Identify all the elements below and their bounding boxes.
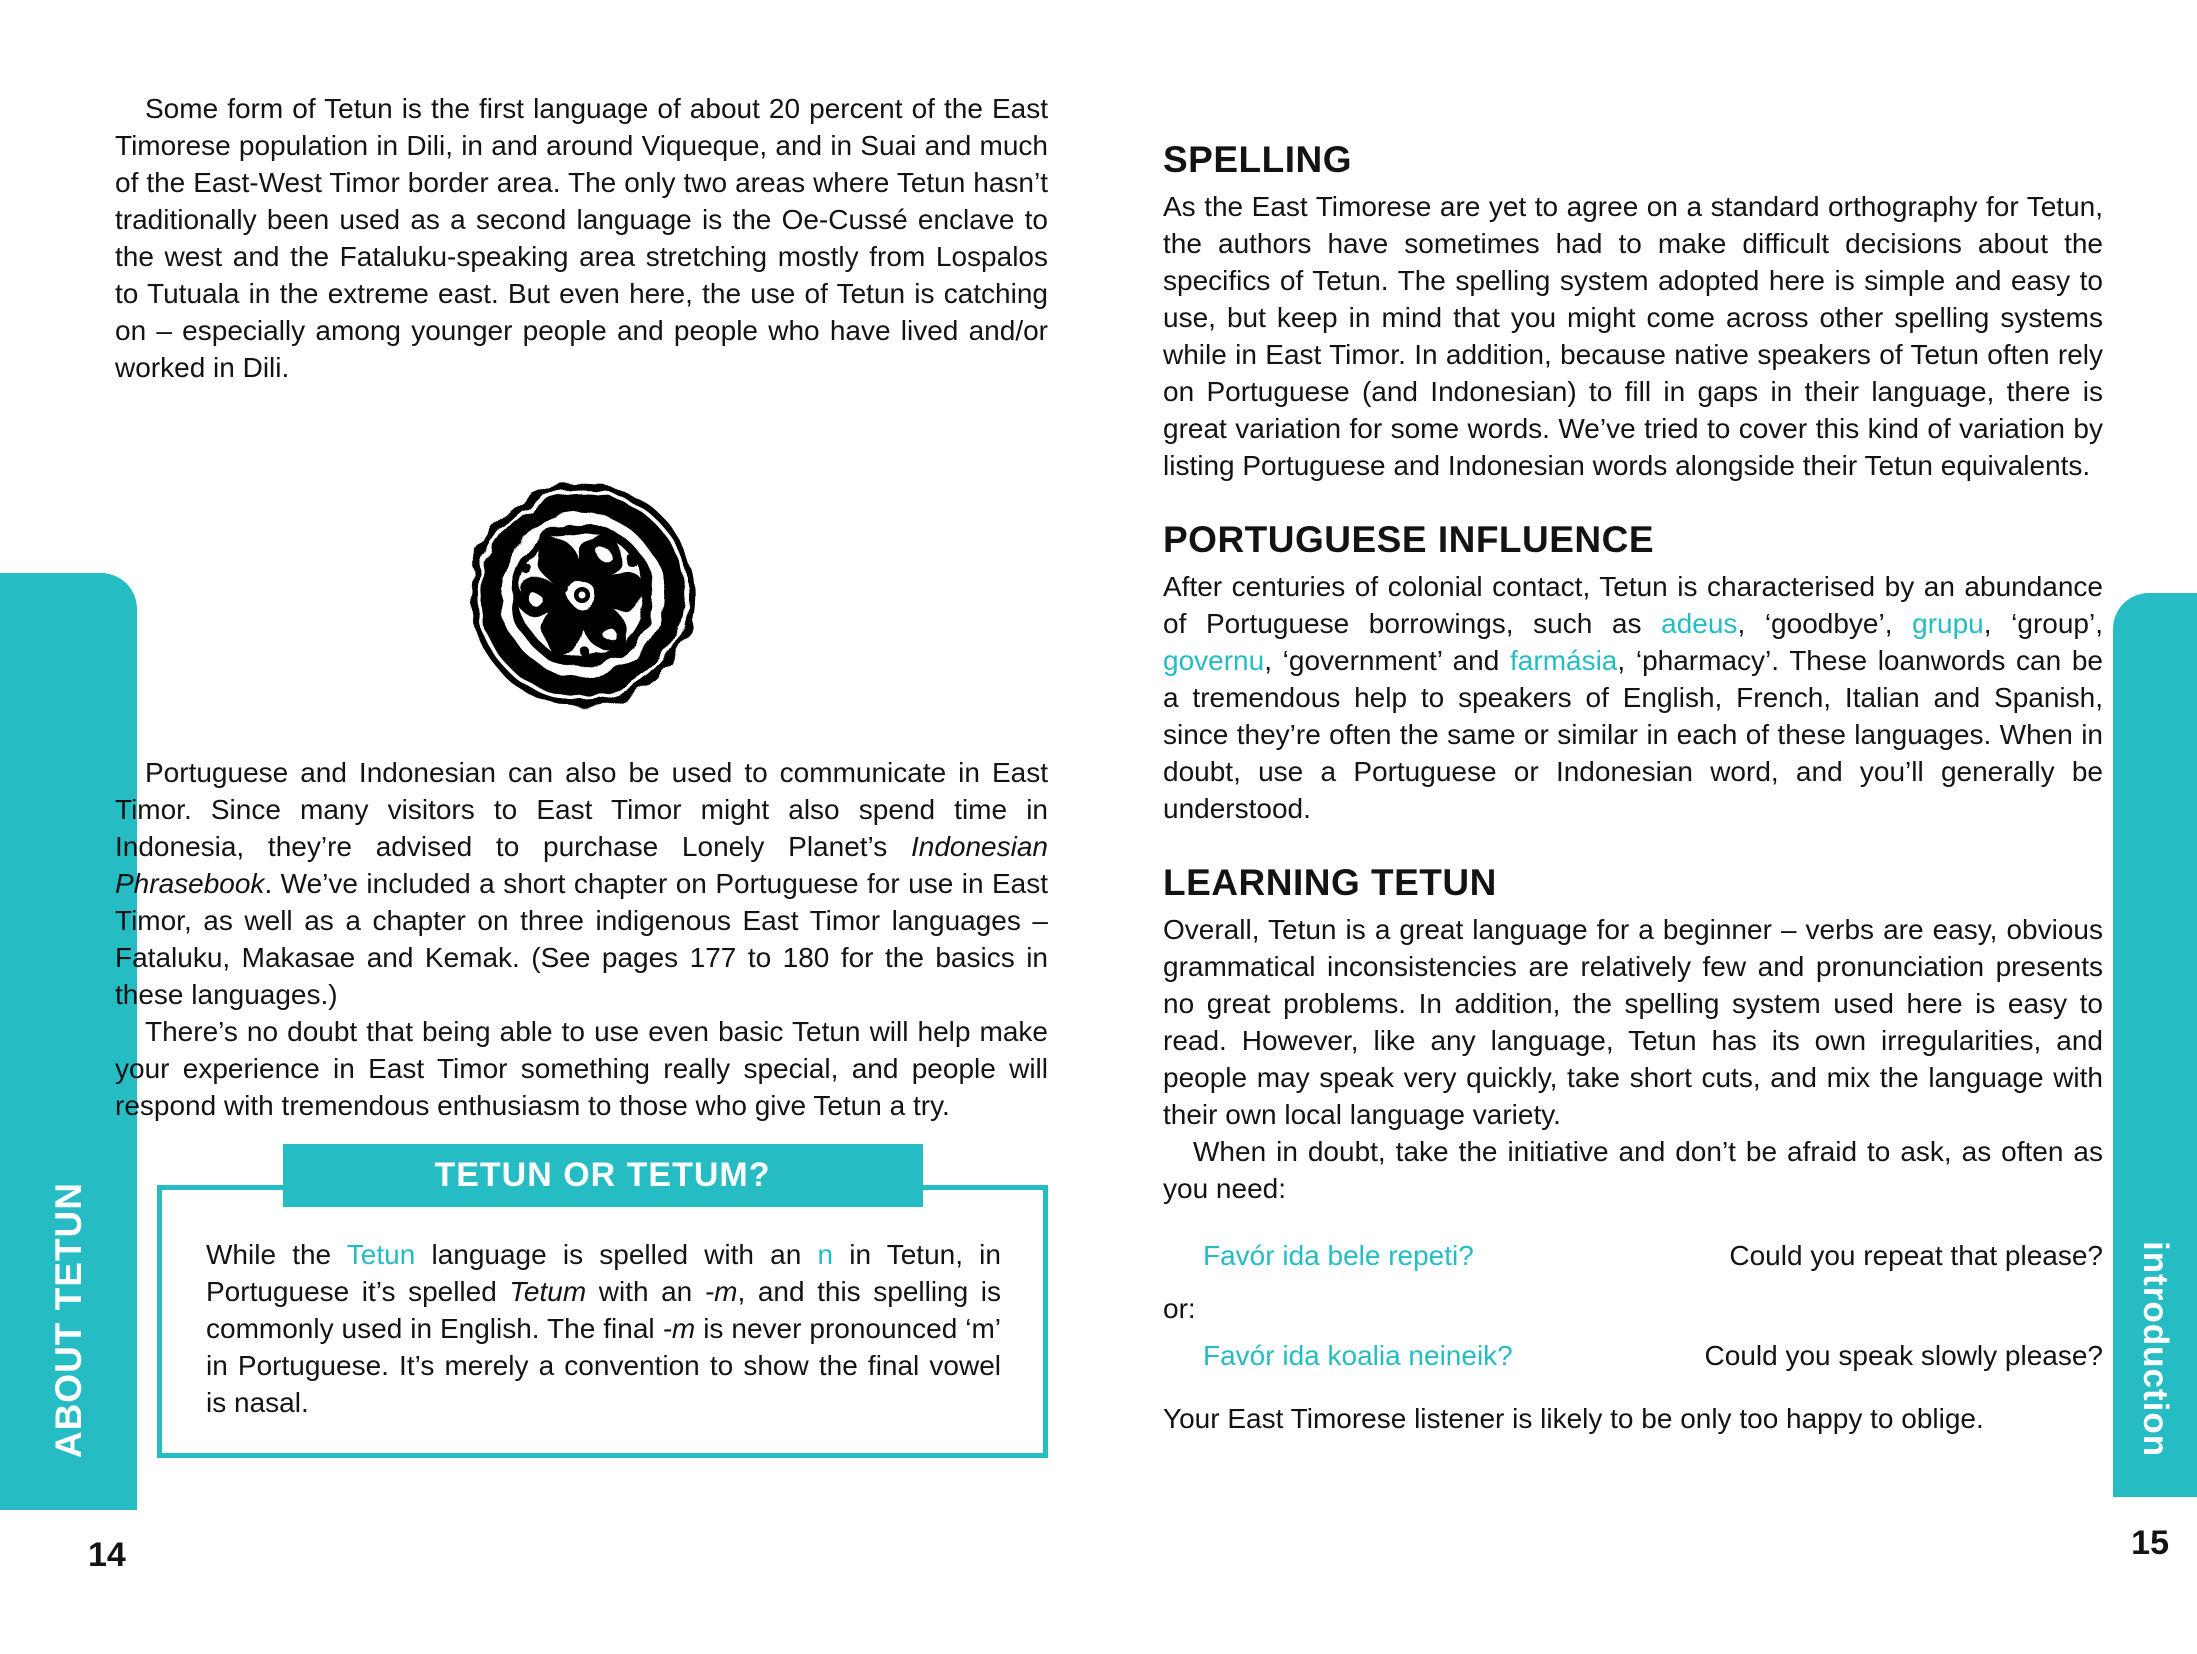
section-heading-spelling: SPELLING: [1163, 139, 1353, 180]
spelling-paragraph: As the East Timorese are yet to agree on a standard orthography for Tetun, the authors have sometimes had to make difficult decisions about the specifics of Tetun. The spelling system adopted here is simple and easy to use, but keep in mind that you might come across other spelling systems while in East Timor. In addition, because native speakers of Tetun often rely on Portuguese (and Indonesian) to fill in gaps in their language, there is great variation for some words. We’ve tried to cover this kind of variation by listing Portuguese and Indonesian words alongside their Tetun equivalents.: [1163, 191, 2103, 481]
right-page-content: [1163, 0, 2103, 1437]
phrase-row: [1203, 1237, 2103, 1274]
tribal-circle-motif-svg: [457, 471, 707, 719]
callout-title: TETUN OR TETUM?: [283, 1144, 923, 1207]
text-run: , ‘pharmacy’. These loanwords can be a tremendous help to speakers of English, French, Italian and Spanish, since they’re often the same or similar in each of these languages. When in doubt, use a Portuguese or Indonesian word, and you’ll generally be understood.: [1163, 645, 2103, 824]
callout-body: [157, 1185, 1048, 1458]
left-chapter-tab-label: ABOUT TETUN: [47, 1181, 89, 1458]
text-run: , ‘group’,: [1983, 608, 2103, 639]
text-run-teal: n: [817, 1239, 834, 1270]
text-run: Portuguese and Indonesian can also be used to communicate in East Timor. Since many visitors to East Timor might also spend time in Indonesia, they’re advised to purchase Lonely Planet’s: [115, 757, 1048, 862]
section-heading-learning-tetun: LEARNING TETUN: [1163, 862, 1497, 903]
section-learning-tetun: [1163, 861, 2103, 1207]
text-run: with an: [586, 1276, 705, 1307]
text-run-teal: governu: [1163, 645, 1265, 676]
text-run-italic: -m: [662, 1313, 696, 1344]
text-run-teal: farmásia: [1510, 645, 1618, 676]
text-run: is never pronounced ‘m’ in Portuguese. It’s merely a convention to show the final vowel is nasal.: [206, 1313, 1001, 1418]
text-run: While the: [206, 1239, 347, 1270]
tetun-phrase: Favór ida koalia neineik?: [1203, 1340, 1513, 1371]
left-page-content: [115, 0, 1048, 1458]
tetun-or-tetum-callout: [157, 1144, 1048, 1458]
english-translation: Could you speak slowly please?: [1704, 1340, 2103, 1371]
tribal-circle-illustration: [457, 471, 707, 724]
learning-paragraph-1: Overall, Tetun is a great language for a beginner – verbs are easy, obvious grammatical inconsistencies are relatively few and pronunciation presents no great problems. In addition, the spelling system used here is easy to read. However, like any language, Tetun has its own irregularities, and people may speak very quickly, take short cuts, and mix the language with their own local language variety.: [1163, 914, 2103, 1130]
text-run-italic: Indonesian Phrasebook: [115, 831, 1048, 899]
text-run-italic: -m: [704, 1276, 738, 1307]
text-run: language is spelled with an: [415, 1239, 818, 1270]
right-chapter-tab: [2113, 593, 2197, 1497]
text-run-teal: Tetun: [346, 1239, 416, 1270]
text-run-teal: grupu: [1912, 608, 1984, 639]
section-heading-portuguese-influence: PORTUGUESE INFLUENCE: [1163, 519, 1655, 560]
text-run-italic: Tetum: [509, 1276, 587, 1307]
left-paragraph-2: [115, 754, 1048, 1013]
text-run: in Tetun, in Portuguese it’s spelled: [206, 1239, 1001, 1307]
text-run: After centuries of colonial contact, Tetun is characterised by an abundance of Portuguese borrowings, such as: [1163, 571, 2103, 639]
tetun-phrase: Favór ida bele repeti?: [1203, 1240, 1474, 1271]
text-run-teal: adeus: [1661, 608, 1738, 639]
text-run: , ‘goodbye’,: [1737, 608, 1913, 639]
page-number-right: 15: [2131, 1524, 2169, 1562]
influence-paragraph: [1163, 568, 2103, 827]
text-run: . We’ve included a short chapter on Portuguese for use in East Timor, as well as a chapter on three indigenous East Timor languages – Fataluku, Makasae and Kemak. (See pages 177 to 180 for the basics in these languages.): [115, 868, 1048, 1010]
text-run: , and this spelling is commonly used in English. The final: [206, 1276, 1001, 1344]
section-portuguese-influence: [1163, 518, 2103, 827]
closing-paragraph: Your East Timorese listener is likely to be only too happy to oblige.: [1163, 1403, 1984, 1434]
english-translation: Could you repeat that please?: [1729, 1240, 2103, 1271]
right-chapter-tab-label: introduction: [2136, 1240, 2175, 1457]
page-number-left: 14: [88, 1536, 126, 1574]
left-paragraph-1: Some form of Tetun is the first language of about 20 percent of the East Timorese population in Dili, in and around Viqueque, and in Suai and much of the East-West Timor border area. The only two areas where Tetun hasn’t traditionally been used as a second language is the Oe-Cussé enclave to the west and the Fataluku-speaking area stretching mostly from Lospalos to Tutuala in the extreme east. But even here, the use of Tetun is catching on – especially among younger people and people who have lived and/or worked in Dili.: [115, 93, 1048, 383]
left-paragraph-3: There’s no doubt that being able to use even basic Tetun will help make your experience in East Timor something really special, and people will respond with tremendous enthusiasm to those who give Tetun a try.: [115, 1016, 1048, 1121]
text-run: , ‘government’ and: [1264, 645, 1511, 676]
or-label: or:: [1163, 1293, 1196, 1324]
learning-paragraph-2: When in doubt, take the initiative and don’t be afraid to ask, as often as you need:: [1163, 1136, 2103, 1204]
phrase-row: [1203, 1337, 2103, 1374]
callout-paragraph: [206, 1236, 1001, 1421]
